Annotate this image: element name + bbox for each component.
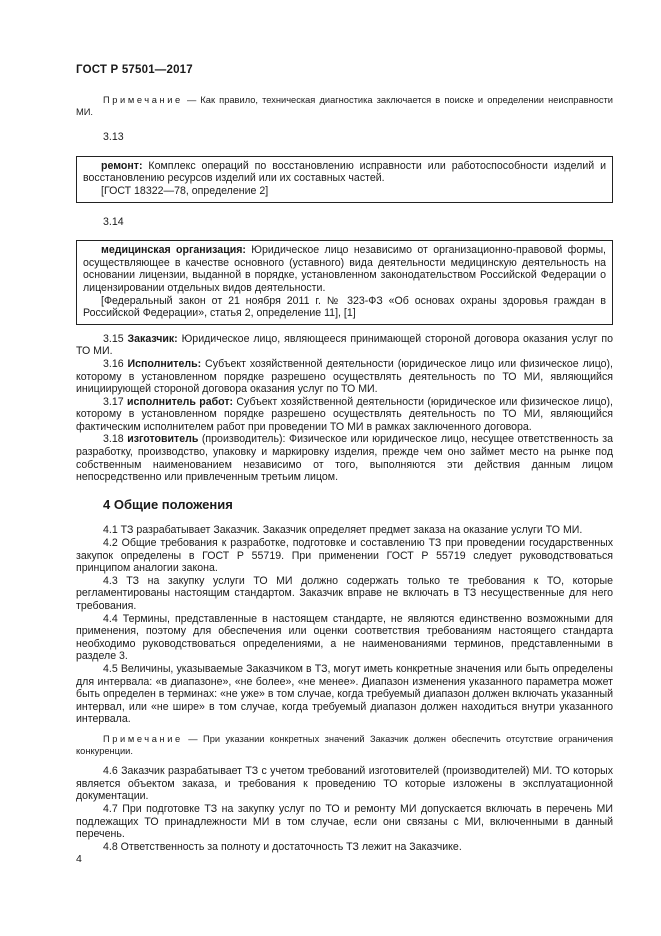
clause-4-5: 4.5 Величины, указываемые Заказчиком в ТЗ, могут иметь конкретные значения или быть определены для интервала: «в диапазоне», «не более», «не менее». Диапазон изменения указанного параметра может быть определен в терминах: «не уже» в том случае, когда требуемый диапазон должен включать указанный интервал, или «не шире» в том случае, когда требуемый диапазон должен находиться внутри указанного интервала. [76,662,613,726]
clause-4-6: 4.6 Заказчик разрабатывает ТЗ с учетом требований изготовителей (производителей) МИ. ТО которых является объектом заказа, и требования к проведению ТО которые изложены в эксплуатационной документации. [76,765,613,803]
note-label: Примечание [103,95,183,105]
term-number-3-14: 3.14 [103,215,124,228]
term-definition [83,244,606,294]
def-number: 3.17 [103,395,127,408]
term-definition [83,160,606,185]
definition-3-17 [76,396,613,434]
term-source: [ГОСТ 18322—78, определение 2] [101,184,269,197]
def-term: исполнитель работ: [126,395,234,408]
def-term: Заказчик: [127,332,178,345]
term-title: медицинская организация: [101,244,246,257]
note-label: Примечание [103,733,183,744]
document-header: ГОСТ Р 57501—2017 [76,64,193,76]
page-content [76,95,613,853]
section-4-heading: 4 Общие положения [103,496,233,512]
term-box-medical-org [76,240,613,325]
note-competition [76,734,613,757]
clause-4-1: 4.1 ТЗ разрабатывает Заказчик. Заказчик определяет предмет заказа на оказание услуги ТО МИ. [103,524,583,537]
def-number: 3.16 [103,357,128,370]
clause-4-4: 4.4 Термины, представленные в настоящем стандарте, не являются единственно возможными для применения, поэтому для обеспечения или оценки соответствия требованиям настоящего стандарта необходимо руководствоваться определениями, а не наименованиями терминов, представленными в разделе 3. [76,612,613,663]
def-number: 3.15 [103,332,128,345]
def-term: изготовитель [127,433,199,446]
clause-4-7: 4.7 При подготовке ТЗ на закупку услуг по ТО и ремонту МИ допускается включать в перечень МИ подлежащих ТО принадлежности МИ в том случае, если они связаны с МИ, включенными в данный перечень. [76,802,613,841]
def-text: Субъект хозяйственной деятельности (юридическое или физическое лицо), которому в установленном порядке разрешено осуществлять деятельность по ТО МИ, являющийся фактическим исполнителем работ при проведении ТО МИ в рамках заключенного договора. [76,395,613,433]
def-term: Исполнитель: [127,357,202,370]
note-diagnostics [76,95,613,118]
definition-3-16 [76,358,613,396]
def-text: Субъект хозяйственной деятельности (юридическое лицо или физическое лицо), которому в установленном порядке разрешено осуществлять деятельность по ТО МИ, являющийся инициирующей стороной договора оказания услуг по ТО МИ. [76,357,614,396]
term-title: ремонт: [101,159,143,172]
term-text: Юридическое лицо независимо от организационно-правовой формы, осуществляющее в качестве основного (уставного) вида деятельности медицинскую деятельность на основании лицензии, выданной в порядке, установленном законодательством Российской Федерации о лицензировании отдельных видов деятельности. [83,244,607,294]
note-text: — При указании конкретных значений Заказчик должен обеспечить отсутствие ограничения конкуренции. [76,733,613,756]
term-text: Комплекс операций по восстановлению исправности или работоспособности изделий и восстановлению ресурсов изделий или их составных частей. [83,159,606,185]
definition-3-15 [76,333,613,358]
page-number: 4 [76,853,82,865]
term-number-3-13: 3.13 [103,131,124,144]
def-text: (производитель): Физическое или юридическое лицо, несущее ответственность за разработку, производство, упаковку и маркировку изделия, прежде чем оно займет место на рынке под собственным наименованием независимо от того, выполняются эти действия данным лицом непосредственно или привлеченным третьим лицом. [76,433,614,484]
def-number: 3.18 [103,433,128,446]
note-text: — Как правило, техническая диагностика заключается в поиске и определении неисправности МИ. [76,95,613,117]
term-source: [Федеральный закон от 21 ноября 2011 г. № 323-ФЗ «Об основах охраны здоровья граждан в Российской Федерации», статья 2, определение 11], [1] [83,294,606,320]
term-box-repair [76,156,613,203]
clause-4-8: 4.8 Ответственность за полноту и достаточность ТЗ лежит на Заказчике. [103,840,462,853]
definition-3-18 [76,433,613,483]
clause-4-2: 4.2 Общие требования к разработке, подготовке и составлению ТЗ при проведении государственных закупок определены в ГОСТ Р 55719. При применении ГОСТ Р 55719 следует руководствоваться принципом аналогии закона. [76,537,613,575]
clause-4-3: 4.3 ТЗ на закупку услуги ТО МИ должно содержать только те требования к ТО, которые регламентированы настоящим стандартом. Заказчик вправе не включать в ТЗ несущественные для него требования. [76,574,613,612]
def-text: Юридическое лицо, являющееся принимающей стороной договора оказания услуг по ТО МИ. [76,332,613,358]
